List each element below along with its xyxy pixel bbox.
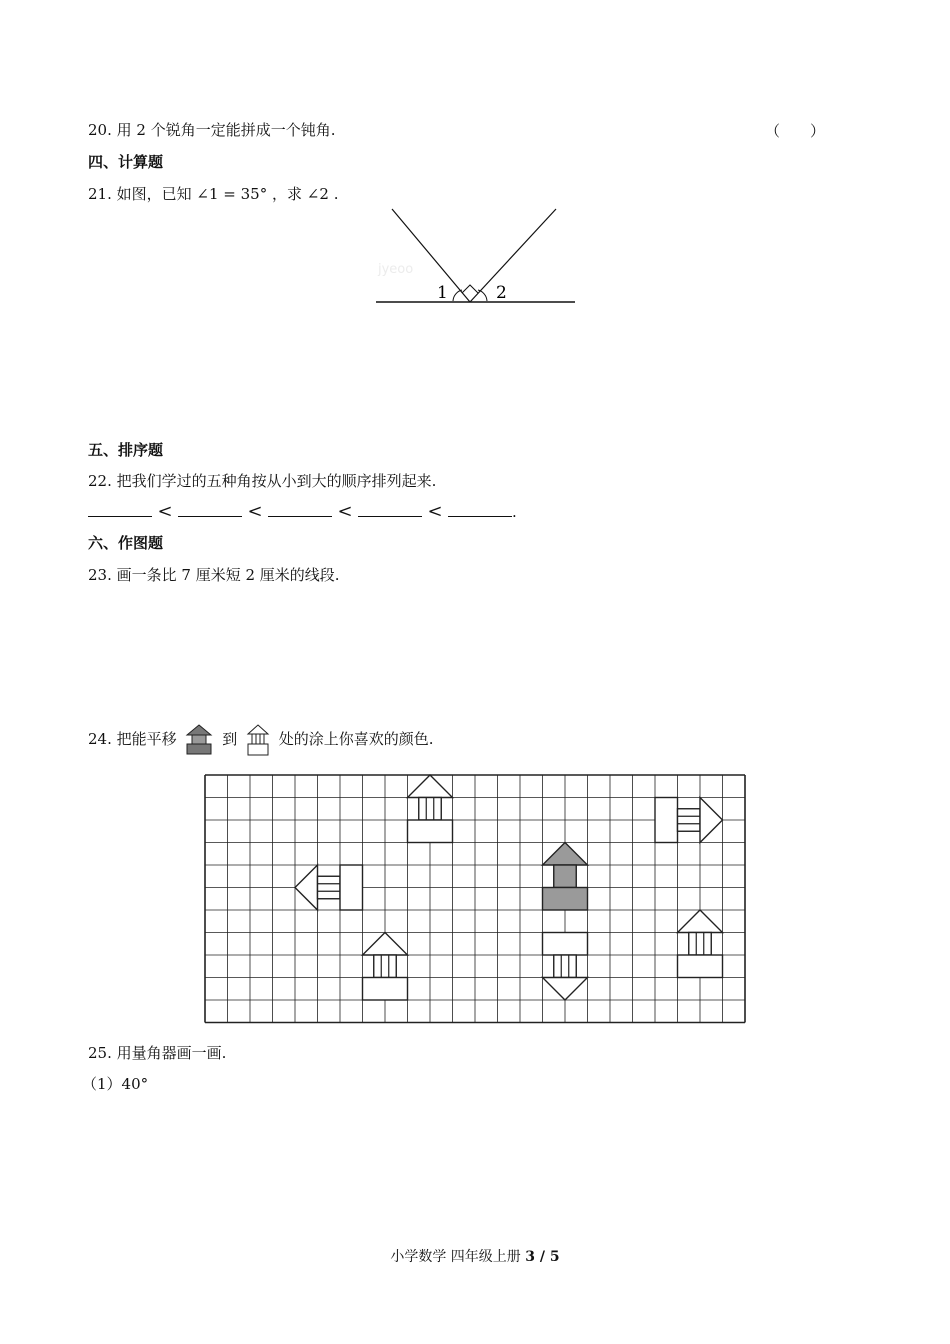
blank-5[interactable] bbox=[448, 502, 512, 517]
question-21-prefix: 21. 如图，已知 bbox=[88, 185, 192, 203]
question-21-end: . bbox=[333, 185, 339, 203]
right-angle-mark bbox=[462, 285, 478, 293]
translation-grid bbox=[205, 775, 747, 1022]
up-arrow-outline bbox=[678, 910, 723, 978]
less-than-2: < bbox=[247, 501, 263, 522]
blank-3[interactable] bbox=[268, 502, 332, 517]
up-arrow-outline bbox=[363, 933, 408, 1001]
question-21 bbox=[88, 184, 338, 204]
section-heading-4: 四、计算题 bbox=[88, 153, 164, 171]
less-than-4: < bbox=[427, 501, 443, 522]
question-20 bbox=[88, 120, 335, 140]
left-arrow-outline bbox=[295, 865, 363, 910]
shaded-arrow-icon bbox=[185, 724, 213, 756]
right-arrow-outline bbox=[655, 798, 723, 843]
right-ray bbox=[470, 209, 556, 302]
watermark: jyeoo bbox=[378, 262, 414, 277]
question-24-suffix: 处的涂上你喜欢的颜色. bbox=[278, 730, 434, 748]
footer-separator: / bbox=[535, 1249, 550, 1265]
question-23: 23. 画一条比 7 厘米短 2 厘米的线段. bbox=[88, 566, 340, 584]
up-arrow-shaded bbox=[543, 843, 588, 911]
question-22: 22. 把我们学过的五种角按从小到大的顺序排列起来. bbox=[88, 472, 437, 490]
question-25: 25. 用量角器画一画. bbox=[88, 1044, 227, 1062]
angle-figure bbox=[370, 205, 580, 310]
blank-1[interactable] bbox=[88, 502, 152, 517]
section-heading-5: 五、排序题 bbox=[88, 441, 164, 459]
question-24-prefix: 24. 把能平移 bbox=[88, 730, 177, 748]
blank-4[interactable] bbox=[358, 502, 422, 517]
down-arrow-outline bbox=[543, 933, 588, 1001]
left-ray bbox=[392, 209, 470, 302]
angle-1-given: ∠1 = 35° bbox=[196, 185, 268, 203]
label-angle-2: 2 bbox=[496, 283, 507, 303]
question-20-text: 20. 用 2 个锐角一定能拼成一个钝角. bbox=[88, 121, 336, 139]
question-21-mid: ，求 bbox=[272, 185, 303, 203]
question-24 bbox=[88, 724, 434, 756]
blank-2[interactable] bbox=[178, 502, 242, 517]
less-than-3: < bbox=[337, 501, 353, 522]
less-than-1: < bbox=[157, 501, 173, 522]
angle-2-target: ∠2 bbox=[306, 185, 329, 203]
question-24-mid: 到 bbox=[222, 730, 238, 748]
label-angle-1: 1 bbox=[437, 283, 448, 303]
section-heading-6: 六、作图题 bbox=[88, 534, 164, 552]
question-25-part-1: （1）40° bbox=[82, 1075, 149, 1093]
footer-page-number: 3 bbox=[525, 1249, 536, 1265]
up-arrow-outline bbox=[408, 775, 453, 843]
outline-arrow-icon bbox=[246, 724, 270, 756]
footer-page-total: 5 bbox=[549, 1249, 560, 1265]
ordering-blanks bbox=[88, 502, 517, 522]
footer-text: 小学数学 四年级上册 bbox=[390, 1249, 526, 1265]
answer-parentheses: （ ） bbox=[765, 122, 826, 140]
page-footer bbox=[0, 1246, 950, 1266]
ordering-end: . bbox=[512, 503, 517, 521]
